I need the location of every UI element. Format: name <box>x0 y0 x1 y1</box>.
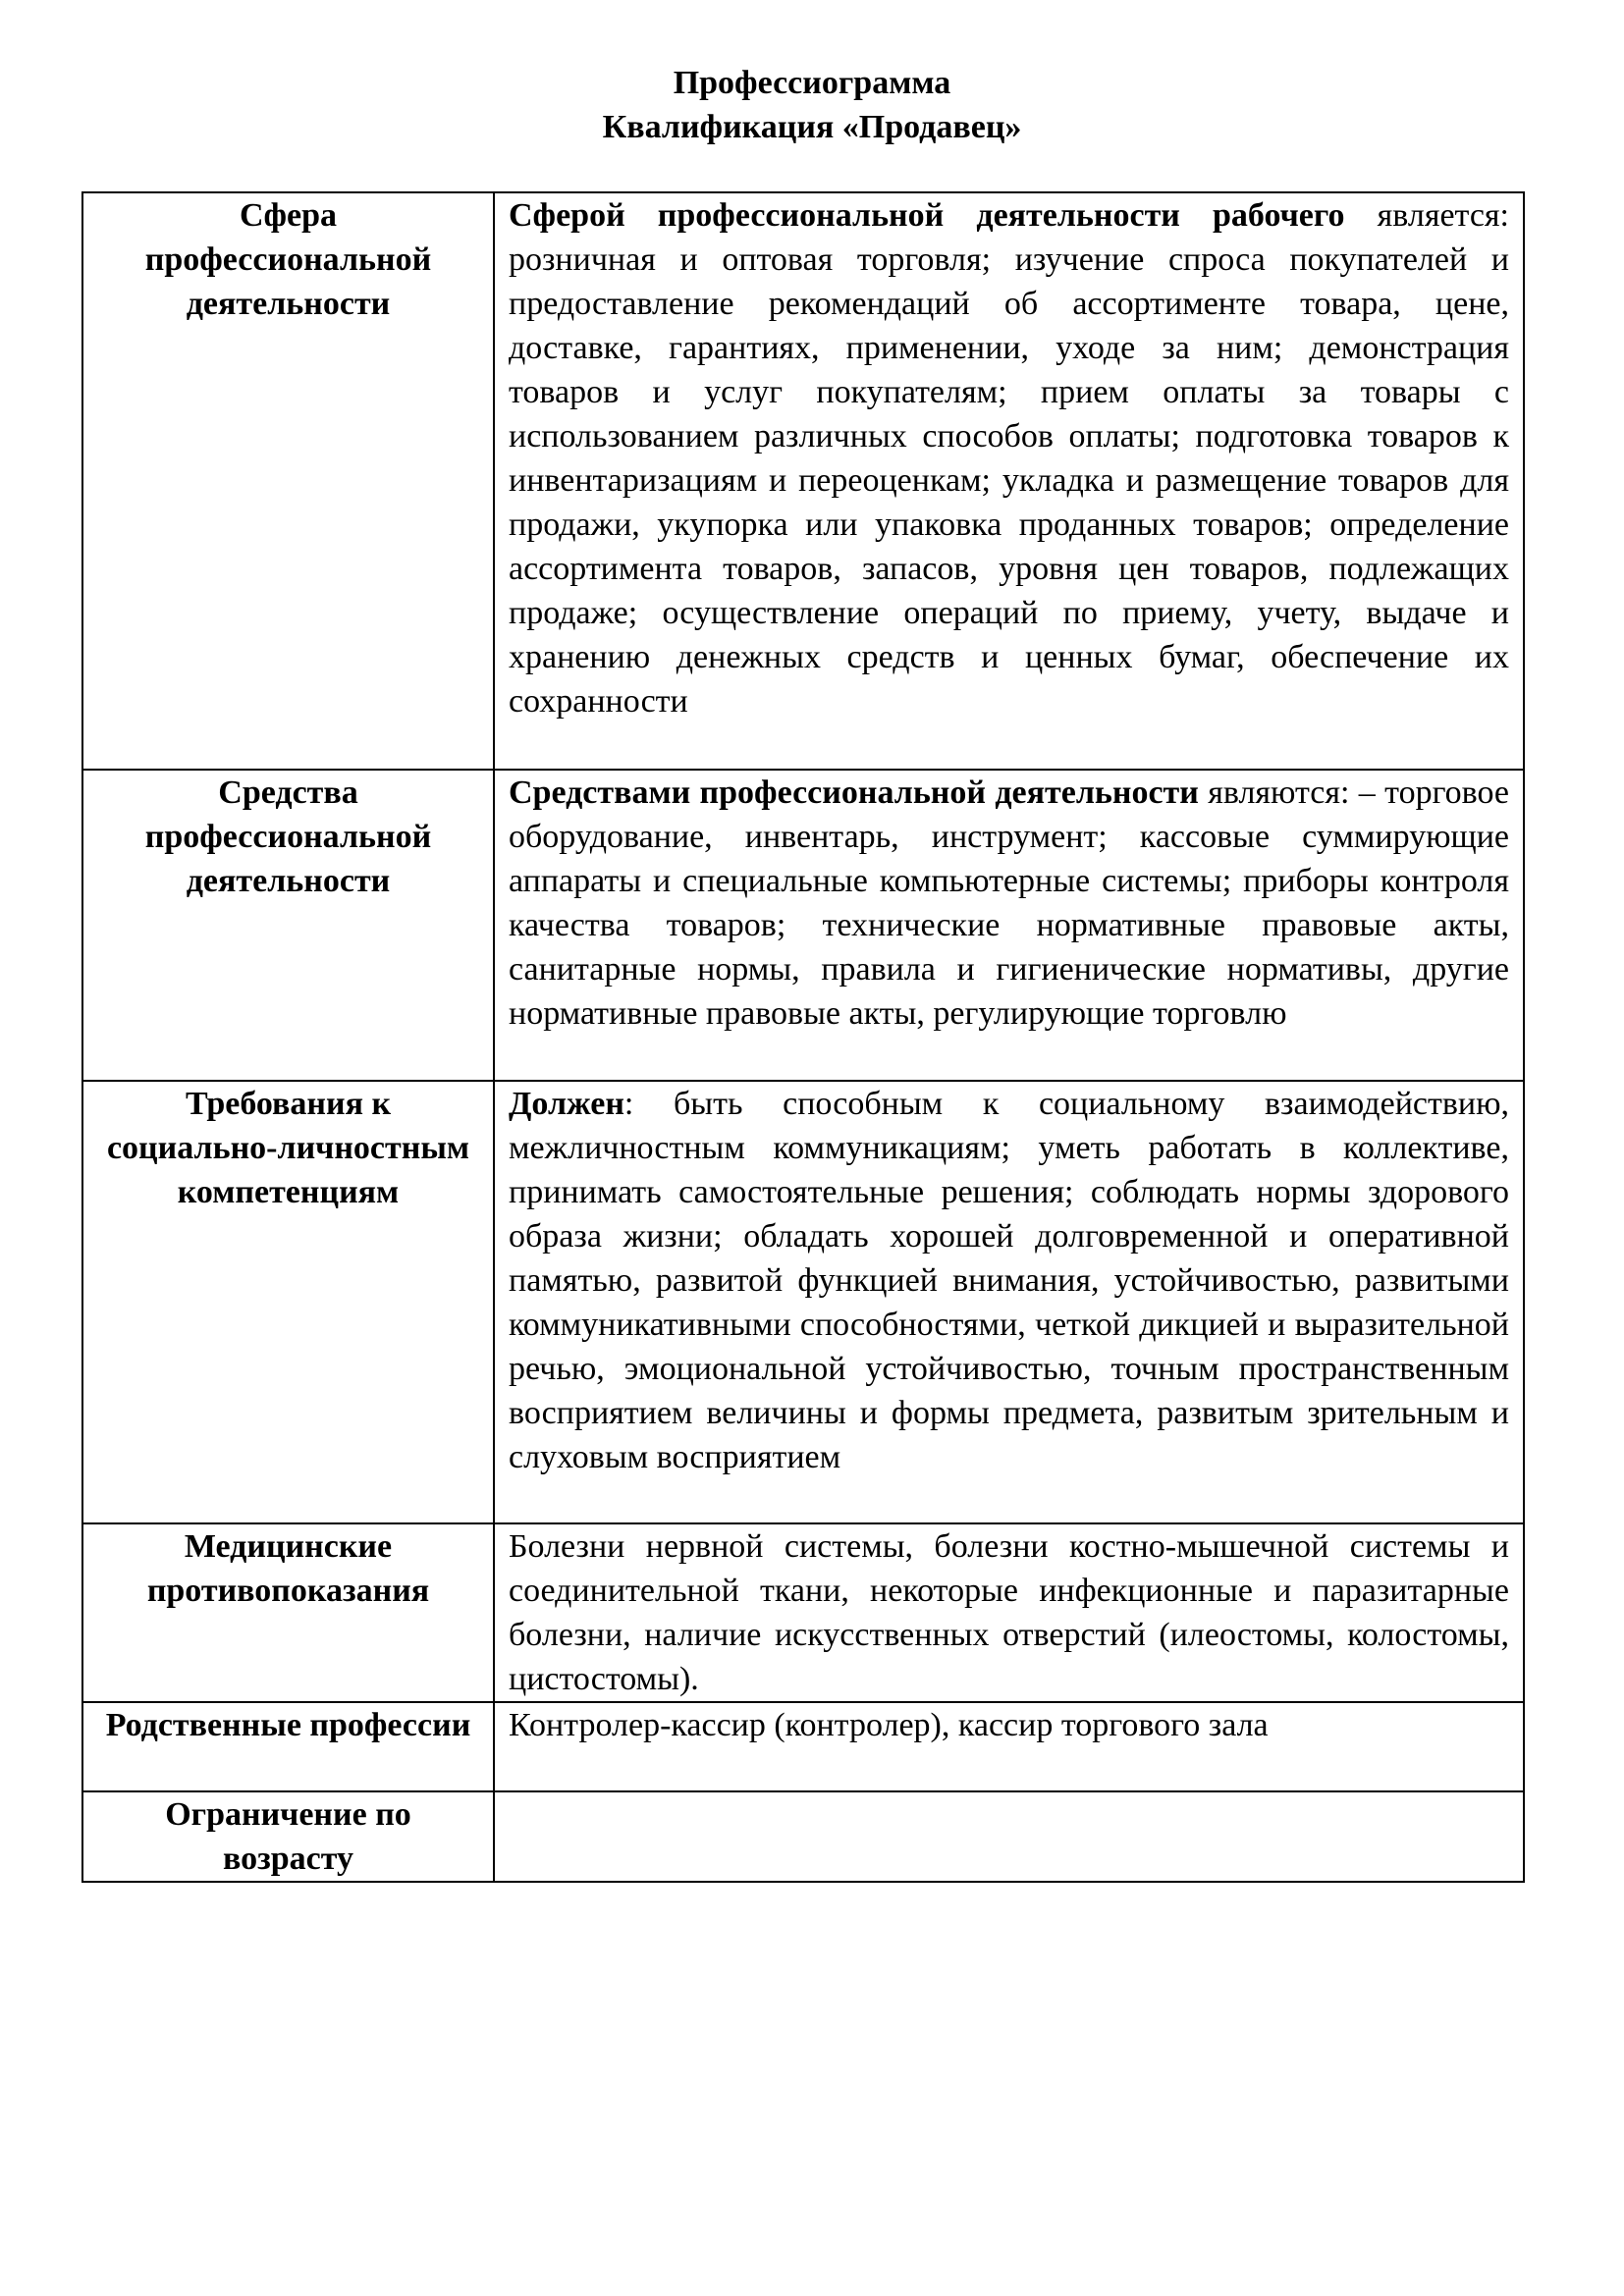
row-content <box>494 1791 1524 1882</box>
row-content <box>494 192 1524 770</box>
row-text: является: розничная и оптовая торговля; изучение спроса покупателей и предоставление рекомендаций об ассортименте товара, цене, доставке, гарантиях, применении, уходе за ним; демонстрация товаров и услуг покупателям; прием оплаты за товары с использованием различных способов оплаты; подготовка товаров к инвентаризациям и переоценкам; укладка и размещение товаров для продажи, укупорка или упаковка проданных товаров; определение ассортимента товаров, запасов, уровня цен товаров, подлежащих продаже; осуществление операций по приему, учету, выдаче и хранению денежных средств и ценных бумаг, обеспечение их сохранности <box>509 197 1509 720</box>
table-row <box>82 1791 1524 1882</box>
row-content <box>494 1523 1524 1702</box>
row-label: Медицинские противопоказания <box>82 1523 494 1702</box>
row-content <box>494 1081 1524 1523</box>
row-label: Средства профессиональной деятельности <box>82 770 494 1081</box>
row-lead: Должен <box>509 1086 624 1122</box>
row-content <box>494 1702 1524 1791</box>
row-label: Сфера профессиональной деятельности <box>82 192 494 770</box>
row-content <box>494 770 1524 1081</box>
table-row <box>82 1702 1524 1791</box>
row-label: Родственные профессии <box>82 1702 494 1791</box>
row-text: Болезни нервной системы, болезни костно-мышечной системы и соединительной ткани, некоторые инфекционные и паразитарные болезни, наличие искусственных отверстий (илеостомы, колостомы, цистостомы). <box>509 1528 1509 1697</box>
professiogram-table <box>81 191 1525 1883</box>
table-row <box>82 192 1524 770</box>
document-subtitle: Квалификация «Продавец» <box>602 109 1022 145</box>
table-row <box>82 1523 1524 1702</box>
row-label: Ограничение по возрасту <box>82 1791 494 1882</box>
row-text: : быть способным к социальному взаимодействию, межличностным коммуникациям; уметь работать в коллективе, принимать самостоятельные решения; соблюдать нормы здорового образа жизни; обладать хорошей долговременной и оперативной памятью, развитой функцией внимания, устойчивостью, развитыми коммуникативными способностями, четкой дикцией и выразительной речью, эмоциональной устойчивостью, точным пространственным восприятием величины и формы предмета, развитым зрительным и слуховым восприятием <box>509 1086 1509 1475</box>
row-text: Контролер-кассир (контролер), кассир торгового зала <box>509 1707 1269 1743</box>
document-title: Профессиограмма <box>673 65 951 101</box>
document-header <box>0 61 1624 149</box>
table-row <box>82 1081 1524 1523</box>
row-text: являются: – торговое оборудование, инвентарь, инструмент; кассовые суммирующие аппараты и специальные компьютерные системы; приборы контроля качества товаров; технические нормативные правовые акты, санитарные нормы, правила и гигиенические нормативы, другие нормативные правовые акты, регулирующие торговлю <box>509 774 1509 1032</box>
row-lead: Средствами профессиональной деятельности <box>509 774 1199 811</box>
row-label: Требования к социально-личностным компетенциям <box>82 1081 494 1523</box>
row-lead: Сферой профессиональной деятельности рабочего <box>509 197 1345 234</box>
table-row <box>82 770 1524 1081</box>
